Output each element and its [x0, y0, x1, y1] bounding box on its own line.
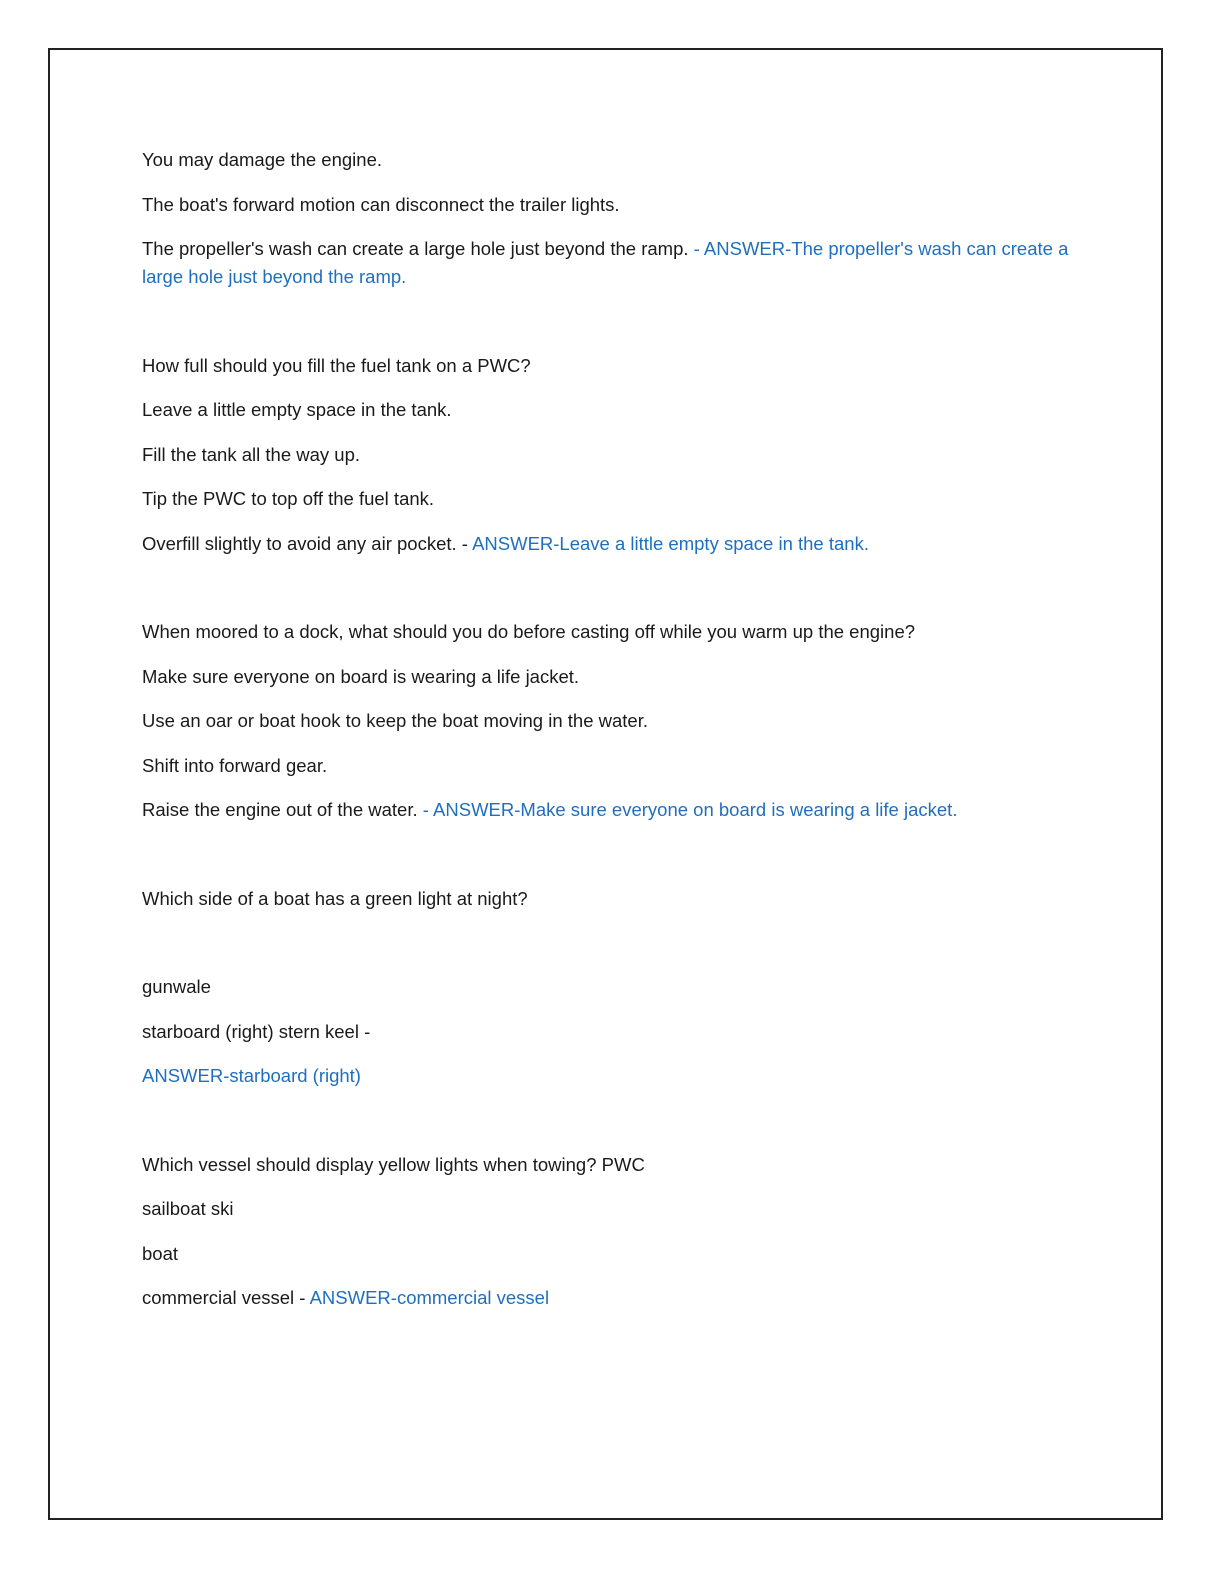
question-block [142, 885, 1072, 913]
question-block [142, 1151, 1072, 1313]
answer-text: ANSWER-starboard (right) [142, 1065, 361, 1086]
option-text: gunwale [142, 976, 211, 997]
option-text: Overfill slightly to avoid any air pocket. - ANSWER-Leave a little empty space in the tank. [142, 532, 869, 554]
option-text: Leave a little empty space in the tank. [142, 399, 452, 420]
option-text: Make sure everyone on board is wearing a life jacket. [142, 665, 580, 687]
question-block [142, 146, 1072, 291]
question-text: Which side of a boat has a green light at night? [142, 887, 528, 909]
question-block [142, 352, 1072, 558]
document-body [142, 146, 1072, 1329]
question-block [142, 618, 1072, 824]
option-text: Tip the PWC to top off the fuel tank. [142, 488, 435, 509]
answer-text: ANSWER-commercial vessel [309, 1287, 550, 1308]
answer-line [142, 1062, 1072, 1090]
text-line: The propeller's wash can create a large hole just beyond the ramp. - ANSWER-The propeller's wash can create a large hole just beyond the ramp. [142, 238, 1069, 287]
question-text: When moored to a dock, what should you do before casting off while you warm up the engine? [142, 621, 916, 642]
option-text: Fill the tank all the way up. [142, 443, 360, 465]
text-line: The boat's forward motion can disconnect the trailer lights. [142, 193, 620, 215]
option-text: Use an oar or boat hook to keep the boat moving in the water. [142, 710, 648, 731]
answer-text: - ANSWER-Make sure everyone on board is wearing a life jacket. [422, 799, 958, 820]
option-text: Shift into forward gear. [142, 754, 328, 776]
option-text: boat [142, 1242, 179, 1264]
question-text: How full should you fill the fuel tank on a PWC? [142, 354, 531, 376]
text-line: You may damage the engine. [142, 149, 382, 170]
option-text: commercial vessel - ANSWER-commercial vessel [142, 1287, 550, 1308]
options-block [142, 973, 1072, 1090]
answer-text: - ANSWER-The propeller's wash can create a large hole just beyond the ramp. [142, 238, 1069, 287]
option-text: starboard (right) stern keel - [142, 1020, 371, 1042]
answer-text: ANSWER-Leave a little empty space in the tank. [472, 532, 869, 554]
option-text: Raise the engine out of the water. - ANSWER-Make sure everyone on board is wearing a life jacket. [142, 799, 958, 820]
option-text: sailboat ski [142, 1198, 234, 1219]
question-text: Which vessel should display yellow lights when towing? PWC [142, 1153, 645, 1175]
